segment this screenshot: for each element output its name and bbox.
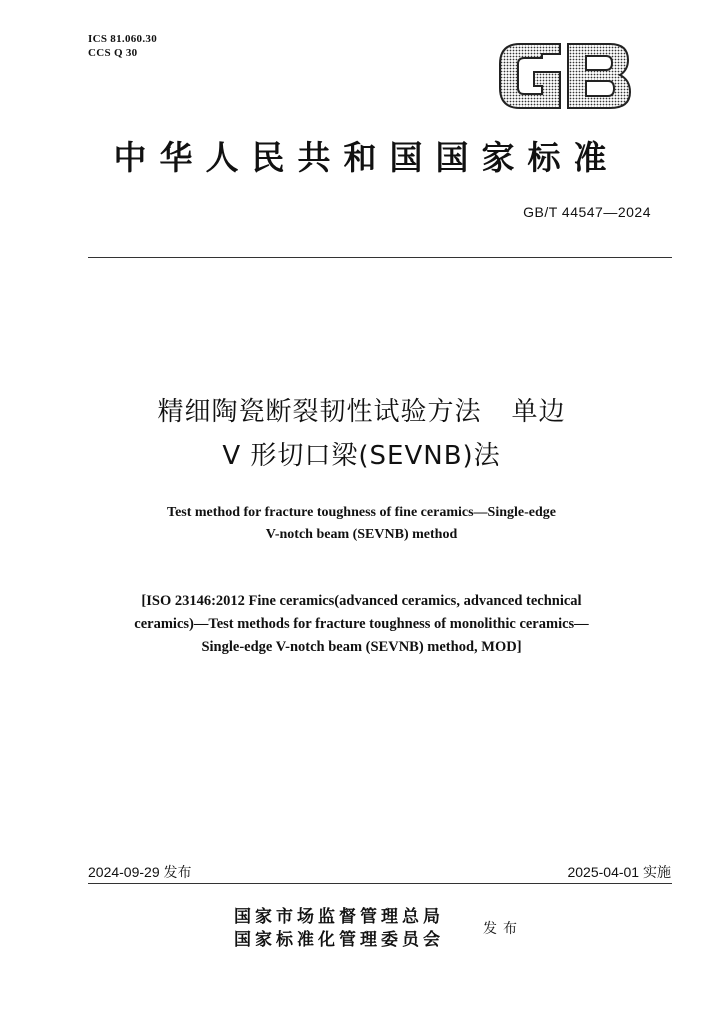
standard-category: 中华人民共和国国家标准: [113, 138, 620, 177]
issuing-authorities: [234, 906, 444, 952]
chinese-title-line2: V 形切口梁(SEVNB)法: [222, 441, 501, 471]
iso-reference: [0, 590, 723, 659]
english-title-line2: V-notch beam (SEVNB) method: [265, 527, 458, 542]
classification-codes: [88, 32, 157, 60]
iso-reference-line1: [ISO 23146:2012 Fine ceramics(advanced ceramics, advanced technical: [141, 593, 582, 609]
chinese-title-main: 精细陶瓷断裂韧性试验方法: [157, 397, 482, 427]
issuer-sac: 国家标准化管理委员会: [234, 930, 444, 950]
gb-logo-text: GB: [494, 40, 496, 41]
iso-reference-line2: ceramics)—Test methods for fracture toughness of monolithic ceramics—: [134, 616, 589, 632]
ccs-code: CCS Q 30: [88, 47, 138, 59]
iso-reference-line3: Single-edge V-notch beam (SEVNB) method, MOD]: [201, 639, 522, 655]
ics-code: ICS 81.060.30: [88, 33, 157, 45]
english-title-line1: Test method for fracture toughness of fine ceramics—Single-edge: [167, 505, 556, 520]
issue-date: 2024-09-29 发布: [88, 864, 192, 880]
chinese-title: [0, 390, 723, 478]
chinese-title-sub: 单边: [511, 397, 566, 427]
footer-divider: [88, 883, 672, 884]
implementation-date: 2025-04-01 实施: [567, 864, 671, 880]
publish-label: 发布: [483, 921, 523, 937]
header-divider: [88, 257, 672, 258]
english-title: [0, 502, 723, 546]
gb-logo: [494, 40, 634, 112]
issuer-samr: 国家市场监督管理总局: [234, 907, 444, 927]
chinese-title-line1: [0, 390, 723, 434]
gb-logo-icon: [494, 40, 634, 112]
standard-number: GB/T 44547—2024: [523, 204, 651, 220]
